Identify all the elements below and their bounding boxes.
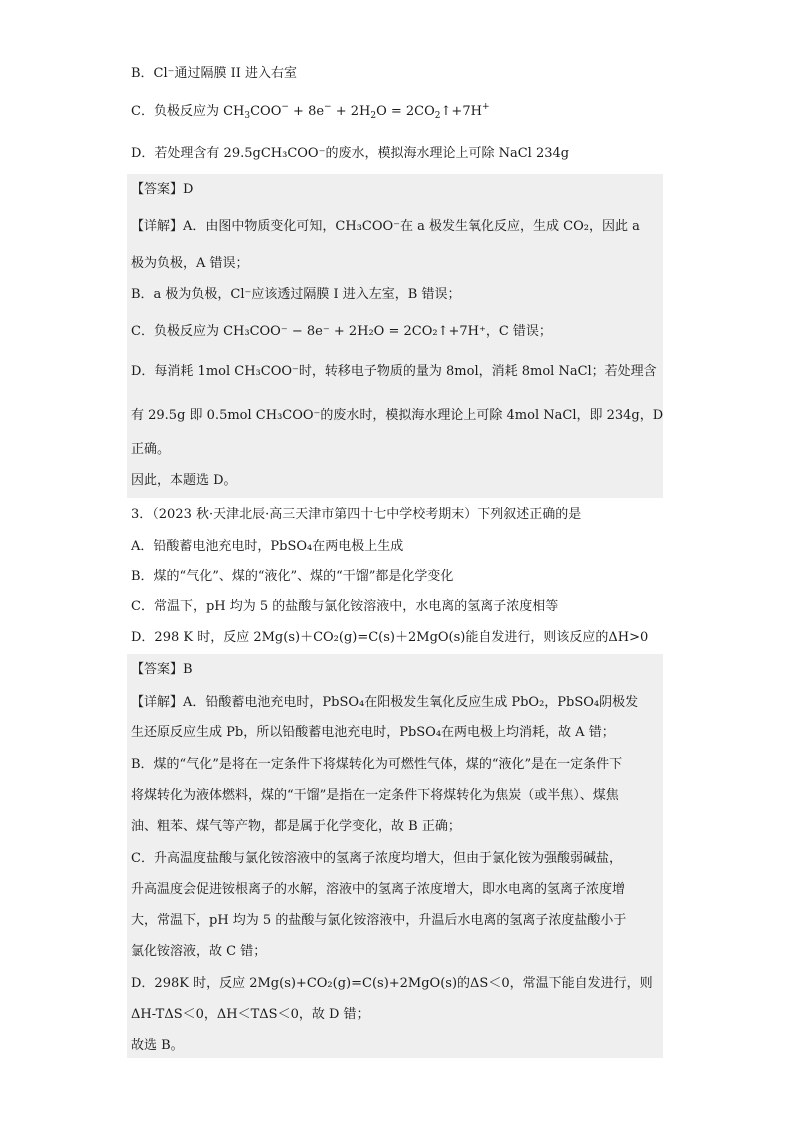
q3-detail-c-line4: 氯化铵溶液，故 C 错；	[131, 944, 267, 959]
q3-detail-c-line2: 升高温度会促进铵根离子的水解，溶液中的氢离子浓度增大，即水电离的氢离子浓度增	[131, 882, 626, 897]
q2-answer: 【答案】D	[131, 182, 194, 197]
q2-detail-d-line1: D．每消耗 1mol CH₃COO⁻时，转移电子物质的量为 8mol，消耗 8mol NaCl；若处理含	[131, 364, 657, 379]
q2-option-c: C．负极反应为 $CH_3COO^- + 8e^- + 2H_2O$ = $2CO_2↑+7H^+$	[131, 102, 490, 121]
q2-option-d: D．若处理含有 29.5gCH₃COO⁻的废水，模拟海水理论上可除 NaCl 234g	[131, 146, 570, 161]
q3-option-a: A．铅酸蓄电池充电时，PbSO₄在两电极上生成	[131, 539, 404, 554]
q3-detail-d-line2: ΔH-TΔS＜0，ΔH＜TΔS＜0，故 D 错；	[131, 1007, 370, 1022]
q2-detail-d-line2: 有 29.5g 即 0.5mol CH₃COO⁻的废水时，模拟海水理论上可除 4mol NaCl，即 234g，D	[131, 408, 664, 423]
q3-conclusion: 故选 B。	[131, 1038, 184, 1053]
q2-detail-b: B．a 极为负极，Cl⁻应该透过隔膜 I 进入左室，B 错误；	[131, 287, 461, 302]
q3-option-d: D．298 K 时，反应 2Mg(s)＋CO₂(g)=C(s)＋2MgO(s)能自发进行，则该反应的ΔH>0	[131, 630, 649, 645]
q3-detail-d-line1: D．298K 时，反应 2Mg(s)+CO₂(g)=C(s)+2MgO(s)的ΔS＜0，常温下能自发进行，则	[131, 976, 653, 991]
q3-detail-b-line2: 将煤转化为液体燃料，煤的“干馏”是指在一定条件下将煤转化为焦炭（或半焦）、煤焦	[131, 788, 619, 803]
q3-detail-b-line3: 油、粗苯、煤气等产物，都是属于化学变化，故 B 正确；	[131, 819, 461, 834]
q3-stem: 3．（2023 秋·天津北辰·高三天津市第四十七中学校考期末）下列叙述正确的是	[131, 507, 582, 522]
q3-detail-a-line2: 生还原反应生成 Pb，所以铅酸蓄电池充电时，PbSO₄在两电极上均消耗，故 A 错；	[131, 725, 615, 740]
q2-option-b: B．Cl⁻通过隔膜 II 进入右室	[131, 66, 298, 81]
q3-answer: 【答案】B	[131, 662, 193, 677]
q3-detail-c-line3: 大，常温下，pH 均为 5 的盐酸与氯化铵溶液中，升温后水电离的氢离子浓度盐酸小于	[131, 913, 627, 928]
q2-detail-c: C．负极反应为 CH₃COO⁻ − 8e⁻ + 2H₂O = 2CO₂↑+7H⁺，C 错误；	[131, 324, 552, 339]
q3-option-c: C．常温下，pH 均为 5 的盐酸与氯化铵溶液中，水电离的氢离子浓度相等	[131, 599, 559, 614]
chem-formula: CH₃COO⁻	[260, 146, 326, 161]
q3-detail-a-line1: 【详解】A．铅酸蓄电池充电时，PbSO₄在阳极发生氧化反应生成 PbO₂，PbSO₄阴极发	[131, 695, 639, 710]
q3-option-b: B．煤的“气化”、煤的“液化”、煤的“干馏”都是化学变化	[131, 569, 454, 584]
q3-detail-c-line1: C．升高温度盐酸与氯化铵溶液中的氢离子浓度均增大，但由于氯化铵为强酸弱碱盐，	[131, 851, 622, 866]
q2-conclusion: 因此，本题选 D。	[131, 473, 237, 488]
q3-detail-b-line1: B．煤的“气化”是将在一定条件下将煤转化为可燃性气体，煤的“液化”是在一定条件下	[131, 757, 623, 772]
q2-detail-d-line3: 正确。	[131, 442, 171, 457]
q2-detail-a-line1: 【详解】A．由图中物质变化可知，CH₃COO⁻在 a 极发生氧化反应，生成 CO₂，因此 a	[131, 219, 640, 234]
q2-detail-a-line2: 极为负极，A 错误；	[131, 256, 249, 271]
